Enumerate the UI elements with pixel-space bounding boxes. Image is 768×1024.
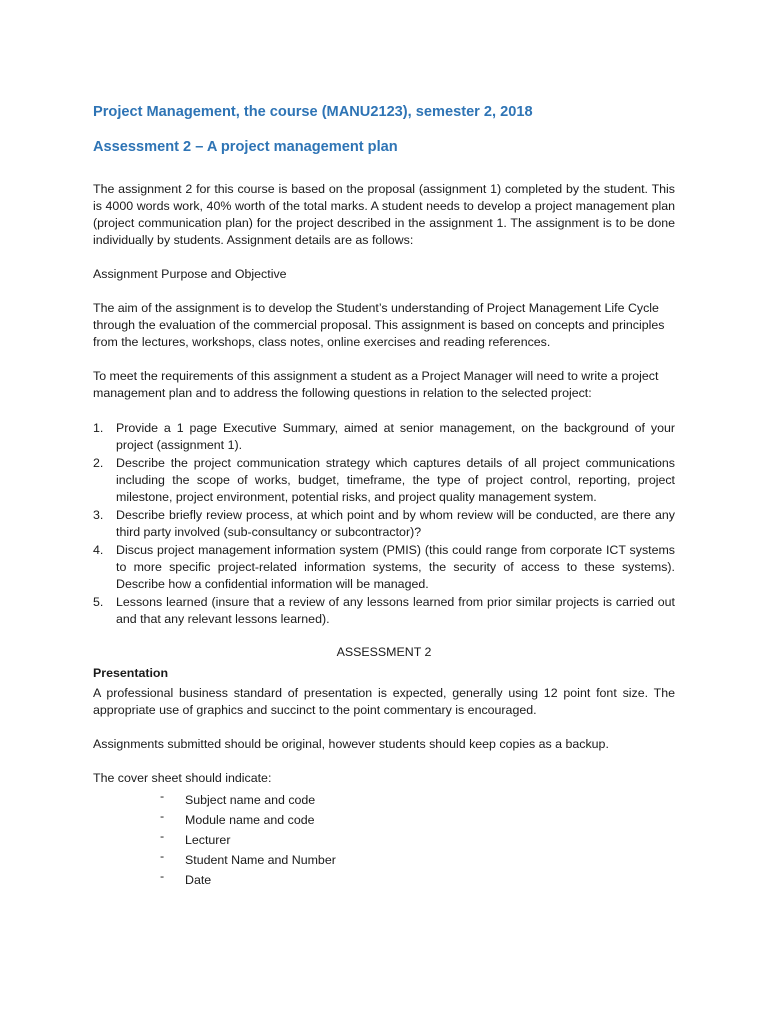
requirements-intro: To meet the requirements of this assignment a student as a Project Manager will need to write a project management plan and to address the following questions in relation to the selected project: bbox=[93, 369, 659, 400]
list-item: 5. Lessons learned (insure that a review of any lessons learned from prior similar projects is carried out and that any relevant lessons learned). bbox=[93, 595, 675, 626]
list-item: - Date bbox=[160, 869, 212, 887]
list-item: - Student Name and Number bbox=[160, 849, 336, 867]
list-item: 1. Provide a 1 page Executive Summary, aimed at senior management, on the background of your project (assignment 1). bbox=[93, 421, 675, 452]
assessment-label: ASSESSMENT 2 bbox=[336, 645, 432, 659]
aim-paragraph: The aim of the assignment is to develop the Student’s understanding of Project Management Life Cycle through the evaluation of the commercial proposal. This assignment is based on concepts and principles from the lectures, workshops, class notes, online exercises and reading references. bbox=[93, 301, 665, 349]
originality-paragraph: Assignments submitted should be original, however students should keep copies as a backup. bbox=[93, 737, 609, 751]
document-content bbox=[93, 103, 675, 890]
cover-sheet-intro: The cover sheet should indicate: bbox=[93, 771, 272, 785]
list-item: - Module name and code bbox=[160, 809, 315, 827]
list-item: - Lecturer bbox=[160, 829, 231, 847]
purpose-heading: Assignment Purpose and Objective bbox=[93, 267, 287, 281]
list-item: 2. Describe the project communication strategy which captures details of all project communications including the scope of works, budget, timeframe, the type of project control, reporting, project milestone, project environment, potential risks, and project quality management system. bbox=[93, 456, 675, 504]
presentation-heading: Presentation bbox=[93, 666, 169, 680]
intro-paragraph: The assignment 2 for this course is based on the proposal (assignment 1) completed by the student. This is 4000 words work, 40% worth of the total marks. A student needs to develop a project management plan (project communication plan) for the project described in the assignment 1. The assignment is to be done individually by students. Assignment details are as follows: bbox=[93, 182, 675, 247]
cover-sheet-list bbox=[93, 790, 675, 890]
requirements-list bbox=[93, 420, 675, 628]
document-subtitle: Assessment 2 – A project management plan bbox=[93, 139, 398, 155]
list-item: 3. Describe briefly review process, at which point and by whom review will be conducted, are there any third party involved (sub-consultancy or subcontractor)? bbox=[93, 508, 675, 539]
list-item: - Subject name and code bbox=[160, 789, 316, 807]
document-title: Project Management, the course (MANU2123), semester 2, 2018 bbox=[93, 104, 533, 120]
presentation-paragraph: A professional business standard of presentation is expected, generally using 12 point font size. The appropriate use of graphics and succinct to the point commentary is encouraged. bbox=[93, 686, 675, 717]
list-item: 4. Discus project management information system (PMIS) (this could range from corporate ICT systems to more specific project-related information systems, the security of access to these systems). Describe how a confidential information will be managed. bbox=[93, 543, 675, 591]
